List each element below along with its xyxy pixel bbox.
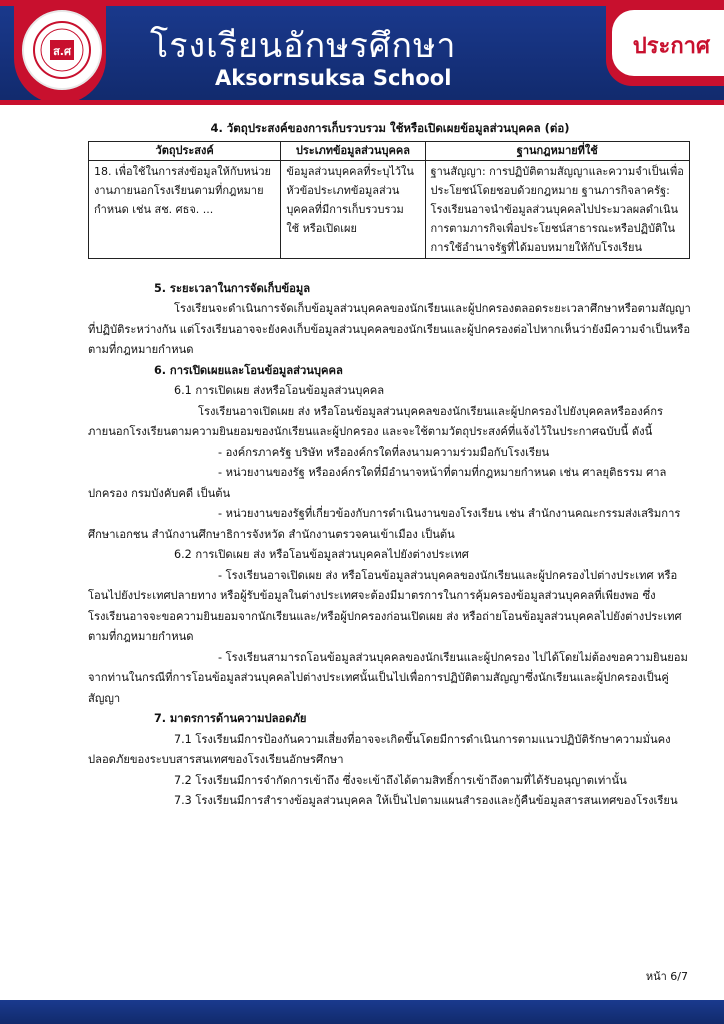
logo-badge <box>14 0 106 104</box>
section-6-2-bullet-1: - โรงเรียนอาจเปิดเผย ส่ง หรือโอนข้อมูลส่วนบุคคลของนักเรียนและผู้ปกครองไปต่างประเทศ หรือโอนไปยังประเทศปลายทาง หรือผู้รับข้อมูลในต่างประเทศจะต้องมีมาตรการในการคุ้มครองข้อมูลส่วนบุคคลที่เพียงพอ ซึ่งโรงเรียนอาจจะขอความยินยอมจากนักเรียนและ/หรือผู้ปกครองก่อนเปิดเผย ส่ง หรือถ่ายโอนข้อมูลส่วนบุคคลไปยังต่างประเทศตามที่กฎหมายกำหนด <box>88 568 682 643</box>
table-row <box>89 160 690 258</box>
section-7-heading: 7. มาตรการด้านความปลอดภัย <box>154 712 307 725</box>
school-seal-icon <box>32 20 92 80</box>
column-header-legal-basis: ฐานกฎหมายที่ใช้ <box>425 141 689 160</box>
svg-text:ส.ศ: ส.ศ <box>53 45 71 58</box>
table-title: 4. วัตถุประสงค์ของการเก็บรวบรวม ใช้หรือเปิดเผยข้อมูลส่วนบุคคล (ต่อ) <box>210 121 570 135</box>
column-header-data-type: ประเภทข้อมูลส่วนบุคคล <box>281 141 425 160</box>
cell-objective: 18. เพื่อใช้ในการส่งข้อมูลให้กับหน่วยงานภายนอกโรงเรียนตามที่กฎหมายกำหนด เช่น สช. ศธจ. ... <box>89 160 281 258</box>
section-7-3-paragraph: 7.3 โรงเรียนมีการสำรางข้อมูลส่วนบุคคล ให้เป็นไปตามแผนสำรองและกู้คืนข้อมูลสารสนเทศของโรงเรียน <box>174 794 678 807</box>
school-logo <box>22 10 102 90</box>
section-6-1-bullet-3: - หน่วยงานของรัฐที่เกี่ยวข้องกับการดำเนินงานของโรงเรียน เช่น สำนักงานคณะกรรมส่งเสริมการศึกษาเอกชน สำนักงานศึกษาธิการจังหวัด สำนักงานตรวจคนเข้าเมือง เป็นต้น <box>88 507 681 541</box>
section-7 <box>88 709 692 812</box>
header-bottom-stripe <box>0 100 724 105</box>
school-name-thai: โรงเรียนอักษรศึกษา <box>150 26 457 66</box>
section-5-heading: 5. ระยะเวลาในการจัดเก็บข้อมูล <box>154 281 311 295</box>
section-6-1-title: 6.1 การเปิดเผย ส่งหรือโอนข้อมูลส่วนบุคคล <box>174 384 385 397</box>
section-6-heading: 6. การเปิดเผยและโอนข้อมูลส่วนบุคคล <box>154 363 343 377</box>
section-6-2-bullet-2: - โรงเรียนสามารถโอนข้อมูลส่วนบุคคลของนักเรียนและผู้ปกครอง ไปได้โดยไม่ต้องขอความยินยอมจากท่านในกรณีที่การโอนข้อมูลส่วนบุคคลไปต่างประเทศนั้นเป็นไปเพื่อการปฏิบัติตามสัญญาซึ่งนักเรียนและผู้ปกครองเป็นคู่สัญญา <box>88 650 688 705</box>
document-body <box>88 118 692 812</box>
school-name-english: Aksornsuksa School <box>215 66 452 90</box>
section-6 <box>88 361 692 710</box>
page-footer-bar <box>0 1000 724 1024</box>
section-5-paragraph: โรงเรียนจะดำเนินการจัดเก็บข้อมูลส่วนบุคคลของนักเรียนและผู้ปกครองตลอดระยะเวลาศึกษาหรือตามสัญญาที่ปฏิบัติระหว่างกัน แต่โรงเรียนอาจจะยังคงเก็บข้อมูลส่วนบุคคลของนักเรียนและผู้ปกครองต่อไปหากเห็นว่ายังมีความจำเป็นหรือตามที่กฎหมายกำหนด <box>88 302 691 356</box>
section-6-1-paragraph: โรงเรียนอาจเปิดเผย ส่ง หรือโอนข้อมูลส่วนบุคคลของนักเรียนและผู้ปกครองไปยังบุคคลหรือองค์กรภายนอกโรงเรียนตามความยินยอมของนักเรียนและผู้ปกครอง และจะใช้ตามวัตถุประสงค์ที่แจ้งไว้ในประกาศฉบับนี้ ดังนี้ <box>88 404 664 438</box>
section-5 <box>88 279 692 361</box>
cell-legal-basis: ฐานสัญญา: การปฏิบัติตามสัญญาและความจำเป็นเพื่อประโยชน์โดยชอบด้วยกฎหมาย ฐานภารกิจลาครัฐ: โรงเรียนอาจนำข้อมูลส่วนบุคคลไปประมวลผลดำเนินการตามภารกิจเพื่อประโยชน์สาธารณะหรือปฏิบัติในการใช้อำนาจรัฐที่ได้มอบหมายให้กับโรงเรียน <box>425 160 689 258</box>
table-header-row <box>89 141 690 160</box>
cell-data-type: ข้อมูลส่วนบุคคลที่ระบุไว้ในหัวข้อประเภทข้อมูลส่วนบุคคลที่มีการเก็บรวบรวม ใช้ หรือเปิดเผย <box>281 160 425 258</box>
section-7-1-paragraph: 7.1 โรงเรียนมีการป้องกันความเสี่ยงที่อาจจะเกิดขึ้นโดยมีการดำเนินการตามแนวปฏิบัติรักษาความมั่นคงปลอดภัยของระบบสารสนเทศของโรงเรียนอักษรศึกษา <box>88 732 671 766</box>
section-6-2-title: 6.2 การเปิดเผย ส่ง หรือโอนข้อมูลส่วนบุคคลไปยังต่างประเทศ <box>174 548 469 561</box>
section-7-2-paragraph: 7.2 โรงเรียนมีการจำกัดการเข้าถึง ซึ่งจะเข้าถึงได้ตามสิทธิ์การเข้าถึงตามที่ได้รับอนุญาตเท่านั้น <box>174 773 627 787</box>
section-6-1-bullet-2: - หน่วยงานของรัฐ หรือองค์กรใดที่มีอำนาจหน้าที่ตามที่กฎหมายกำหนด เช่น ศาลยุติธรรม ศาลปกครอง กรมบังคับคดี เป็นต้น <box>88 466 667 500</box>
page-number: หน้า 6/7 <box>645 970 688 983</box>
column-header-objective: วัตถุประสงค์ <box>89 141 281 160</box>
announcement-label: ประกาศ <box>632 34 710 59</box>
section-6-1-bullet-1: - องค์กรภาครัฐ บริษัท หรือองค์กรใดที่ลงนามความร่วมมือกับโรงเรียน <box>218 445 550 459</box>
objectives-table <box>88 141 690 259</box>
page-header <box>0 0 724 105</box>
